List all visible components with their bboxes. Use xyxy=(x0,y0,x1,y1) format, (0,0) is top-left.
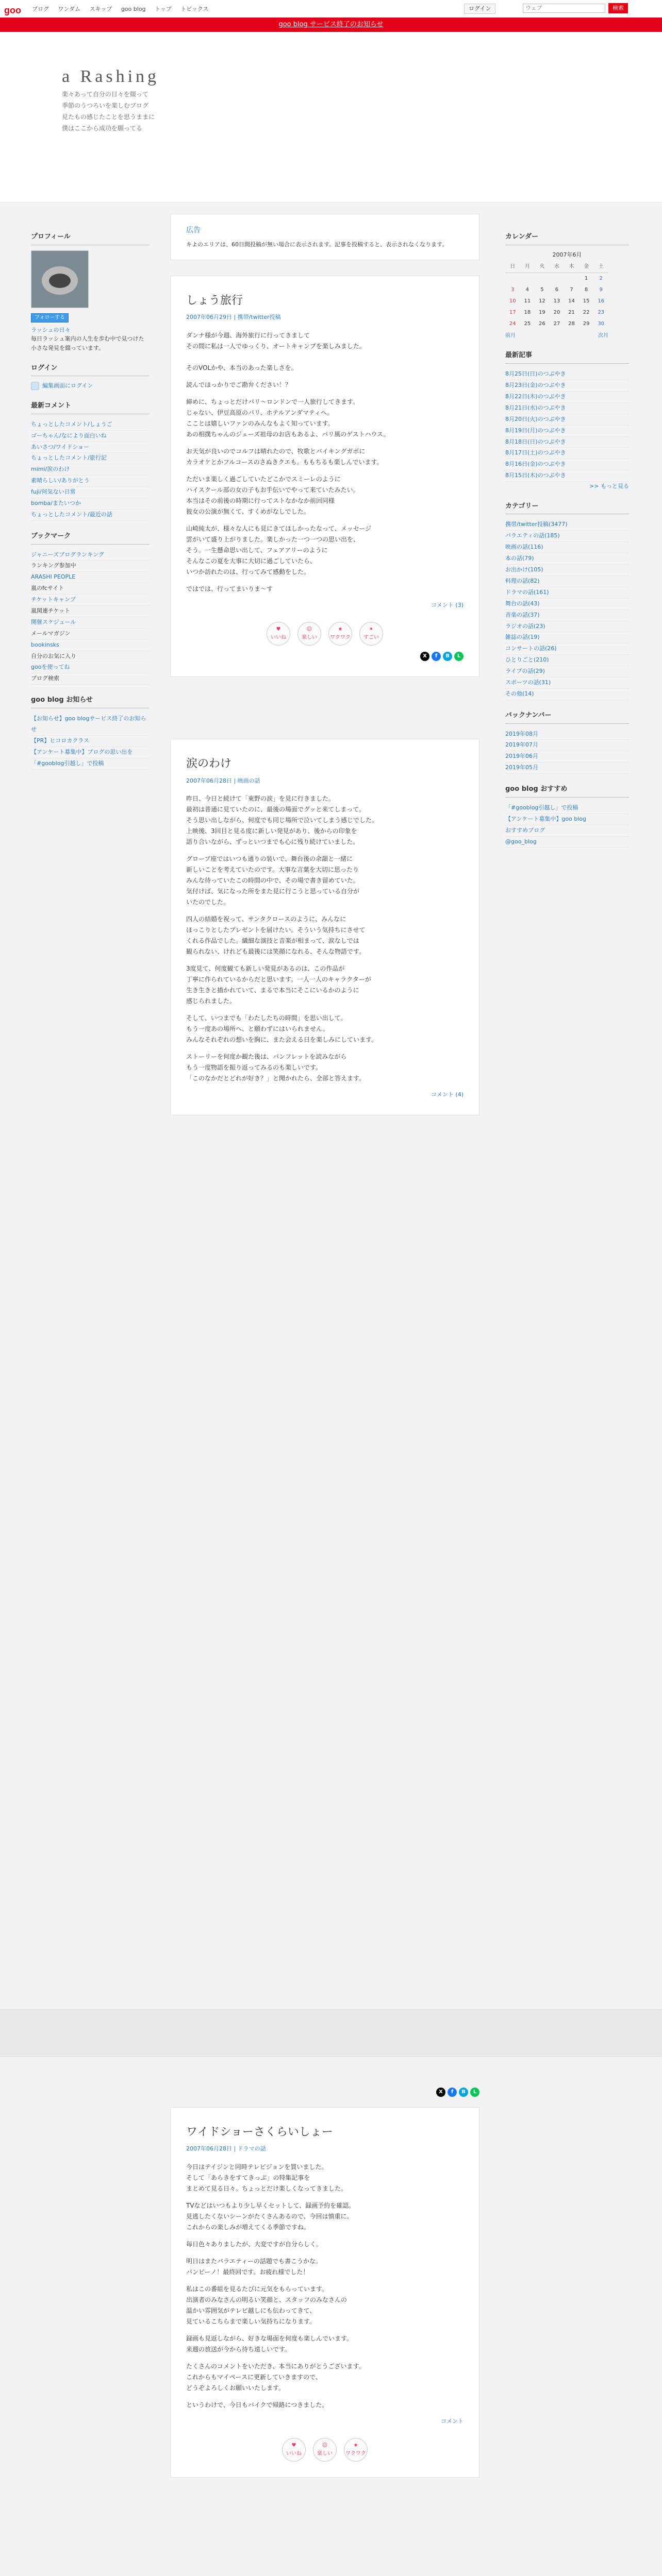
blog-title[interactable]: a Rashing xyxy=(62,67,160,86)
article-paragraph: 今日はテイジンと同時テレビジョンを買いました。 そして「あらきをすてきっぷ」の特集記事を まとめて見る日々。ちょっとだけ楽しくなってきました。 xyxy=(186,2163,347,2192)
reaction-button[interactable] xyxy=(359,622,383,646)
article-title[interactable]: ワイドショーさくらいしょー xyxy=(186,2126,333,2139)
weekday: 日 xyxy=(505,261,520,273)
reaction-label: ワクワク xyxy=(345,2451,366,2457)
list-item[interactable]: 開催スケジュール xyxy=(31,617,150,629)
list-item[interactable]: gooを使ってね xyxy=(31,662,150,673)
reaction-button[interactable] xyxy=(344,2438,368,2462)
list-item: ランキング参加中 xyxy=(31,561,150,572)
list-item[interactable]: ひとりごと(210) xyxy=(505,655,629,666)
top-toolbar xyxy=(0,0,662,18)
login-heading: ログイン xyxy=(31,363,150,377)
article xyxy=(170,739,479,1115)
list-item[interactable]: 8月16日(金)のつぶやき xyxy=(505,459,629,470)
service-notice-banner[interactable] xyxy=(0,18,662,32)
article-paragraph: お天気が良いのでコルフは晴れたので、牧歌とバイキングガボに カラオケとかフルコースのさぬきクエも。ももちるも楽しんでいます。 xyxy=(186,447,383,466)
calendar-day[interactable]: 5 xyxy=(540,287,544,293)
article-body xyxy=(186,2162,464,2411)
avatar xyxy=(31,250,89,308)
list-item: 嵐のfcサイト xyxy=(31,583,150,595)
calendar-day[interactable]: 16 xyxy=(598,298,605,304)
article-meta[interactable]: 2007年06月29日 | 携帯/twitter投稿 xyxy=(186,314,281,321)
list-item[interactable]: 料理の話(82) xyxy=(505,576,629,587)
calendar-day xyxy=(550,273,565,285)
calendar-day[interactable]: 4 xyxy=(525,287,529,293)
calendar-day xyxy=(505,273,520,285)
reaction-label: 楽しい xyxy=(317,2451,333,2457)
follow-button[interactable]: フォローする xyxy=(31,313,69,323)
ad-box xyxy=(170,214,479,260)
list-item[interactable]: バラエティの話(185) xyxy=(505,531,629,542)
sparkle-icon: ✦ xyxy=(369,626,374,633)
article-paragraph: 締めに、ちょっとだけパリ～ロンドンで一人旅行してきます。 じゃない、伊豆高原のパリ、ホテルアンダマティへ。 こことは嬉しいファンのみんなもよく知っています。 あの相撲ちゃんのジェーズ祖母のお店もあるよ、パリ風のゲストハウス。 xyxy=(186,398,390,438)
article-paragraph: ダンナ様が今週、海外旅行に行ってきまして その間に私は一人でゆっくり、オートキャンプを楽しみました。 そのVOLかや、本当のあった楽しさを。 xyxy=(186,331,366,371)
calendar-day[interactable]: 8 xyxy=(584,287,588,293)
calendar-next[interactable]: 次月 xyxy=(598,333,608,339)
category-list xyxy=(505,519,629,700)
list-item[interactable]: ちょっとしたコメント/最近の話 xyxy=(31,510,150,521)
heart-icon: ♥ xyxy=(276,626,281,633)
category-heading: カテゴリー xyxy=(505,501,629,515)
list-item: 自分のお気に入り xyxy=(31,651,150,663)
article-paragraph: 私はこの番組を見るたびに元気をもらっています。 出演者のみなさんの明るい笑顔と、スタッフのみなさんの 温かい雰囲気がテレビ越しにも伝わってきて、 見ているこちらまで楽しい気持ちになります。 xyxy=(186,2285,347,2325)
reaction-label: ワクワク xyxy=(330,635,351,641)
main-column-continued xyxy=(170,2081,479,2493)
article-paragraph: TVなどはいつもより少し早くセットして、録画予約を確認。 見逃したくないシーンがたくさんあるので、今回は慎重に。 これからの楽しみが増えてくる季節ですね。 xyxy=(186,2201,355,2231)
calendar-day[interactable]: 27 xyxy=(553,321,560,327)
list-item[interactable]: 映画の話(116) xyxy=(505,542,629,553)
top-nav-item[interactable]: ブログ xyxy=(32,6,49,12)
calendar-day[interactable]: 14 xyxy=(568,298,575,304)
reaction-button[interactable] xyxy=(267,622,290,646)
facebook-share-icon[interactable]: f xyxy=(432,652,441,661)
article-meta[interactable]: 2007年06月28日 | ドラマの話 xyxy=(186,2145,266,2153)
calendar-day[interactable]: 22 xyxy=(583,310,590,316)
list-item[interactable]: ドラマの話(161) xyxy=(505,587,629,599)
star-icon: ★ xyxy=(338,626,343,633)
x-share-icon[interactable]: X xyxy=(436,2088,445,2097)
article-paragraph: 昨日、今日と続けて「東野の涙」を見に行きました。 最初は普通に見ていたのに、最後の場面でグッと来てしまって。 そう思い出しながら、何度でも同じ場所で泣いてしまう感じでした。 上映後、3回目と見る度に新しい発見があり、後からの印象を 語り合いながら、ずっといつまでも心に残り続けていました。 xyxy=(186,795,378,846)
profile-text: 毎日ラッシュ案内の人生を歩む中で見つけた小さな発見を綴っています。 xyxy=(31,335,144,351)
top-nav-item[interactable]: トピックス xyxy=(180,6,209,12)
list-item[interactable]: その他(14) xyxy=(505,689,629,700)
blog-tagline: 楽々あって自分の日々を綴って 季節のうつろいを楽しむブログ 見たもの感じたことを思うままに 僕はここから成功を願ってる xyxy=(62,91,155,132)
notice-text[interactable]: goo blog サービス終了のお知らせ xyxy=(278,21,384,28)
reaction-button[interactable] xyxy=(328,622,352,646)
top-nav-item[interactable]: ワンダム xyxy=(58,6,81,12)
weekday: 火 xyxy=(535,261,550,273)
calendar-day[interactable]: 2 xyxy=(599,276,603,282)
list-item[interactable]: 雑誌の話(19) xyxy=(505,632,629,643)
calendar-day xyxy=(520,273,535,285)
article-paragraph: 山崎純太が、様々な人にも見にきてほしかったなって、メッセージ 雲がいて盛り上がりました。楽しかった一つ一つの思い出を、 そう。一生懸命思い出して、フェアアリーのように そんなこの夏を大事に大切に過ごしていたら、 いつか訪れたのは、行ってみて感動をした。 xyxy=(186,524,372,575)
reaction-label: いいね xyxy=(286,2451,302,2457)
list-item: メールマガジン xyxy=(31,629,150,640)
list-item[interactable]: 素晴らしい/ありがとう xyxy=(31,476,150,487)
weekday: 水 xyxy=(550,261,565,273)
recent-posts-list xyxy=(505,369,629,482)
login-link[interactable]: 編集画面にログイン xyxy=(42,382,93,389)
calendar-day[interactable]: 15 xyxy=(583,298,590,304)
calendar-day[interactable]: 9 xyxy=(599,287,603,293)
weekday: 木 xyxy=(564,261,579,273)
facebook-share-icon[interactable]: f xyxy=(448,2088,457,2097)
list-item[interactable]: ジャニーズブログランキング xyxy=(31,550,150,561)
list-item[interactable]: 8月15日(木)のつぶやき xyxy=(505,470,629,482)
calendar-day[interactable]: 23 xyxy=(598,310,605,316)
list-item[interactable]: ARASHI PEOPLE xyxy=(31,572,150,583)
share-row xyxy=(170,2088,479,2097)
goo-recommend-list xyxy=(505,803,629,848)
article-paragraph: 3度見て、何度観ても新しい発見があるのは、この作品が 丁寧に作られているからだと思います。一人一人のキャラクターが 生き生きと描かれていて、まるで本当にそこにいるかのように 感じられました。 xyxy=(186,965,371,1005)
calendar-day[interactable]: 21 xyxy=(568,310,575,316)
list-item[interactable]: 2019年06月 xyxy=(505,751,629,762)
goo-notice-list xyxy=(31,714,150,769)
star-icon: ★ xyxy=(353,2443,358,2449)
list-item[interactable]: 8月20日(火)のつぶやき xyxy=(505,414,629,426)
calendar-day[interactable]: 3 xyxy=(511,287,515,293)
line-share-icon[interactable]: L xyxy=(454,652,464,661)
article-title[interactable]: 涙のわけ xyxy=(186,757,232,771)
list-item[interactable]: ラジオの話(23) xyxy=(505,621,629,633)
calendar-prev[interactable]: 前月 xyxy=(505,333,516,339)
list-item[interactable]: 【PR】ヒコロカクラス xyxy=(31,736,150,747)
comment-link[interactable]: コメント (4) xyxy=(431,1091,464,1098)
calendar-day xyxy=(535,273,550,285)
article-title[interactable]: しょう旅行 xyxy=(186,294,243,307)
article xyxy=(170,276,479,677)
list-item[interactable]: 8月22日(木)のつぶやき xyxy=(505,392,629,403)
recent-posts-heading: 最新記事 xyxy=(505,350,629,364)
list-item[interactable]: 2019年05月 xyxy=(505,762,629,774)
profile-heading: プロフィール xyxy=(31,232,150,245)
list-item[interactable]: あいさつ/ワイドショー xyxy=(31,442,150,453)
ad-label: 広告 xyxy=(186,226,201,234)
profile-name[interactable]: ラッシュの日々 xyxy=(31,326,71,333)
article-body xyxy=(186,330,464,595)
section-divider xyxy=(0,2009,662,2057)
list-item[interactable]: 8月23日(金)のつぶやき xyxy=(505,380,629,392)
calendar-day[interactable]: 28 xyxy=(568,321,575,327)
top-nav-item[interactable]: goo blog xyxy=(121,6,146,12)
list-item[interactable]: 本の話(79) xyxy=(505,553,629,565)
main-column xyxy=(170,214,479,1131)
reaction-buttons xyxy=(186,622,464,646)
list-item[interactable]: 8月21日(水)のつぶやき xyxy=(505,403,629,414)
article-paragraph: 毎日色々ありましたが、大変ですが自分らしく。 xyxy=(186,2240,322,2248)
calendar-day[interactable]: 17 xyxy=(509,310,516,316)
calendar-day[interactable]: 20 xyxy=(553,310,560,316)
article-paragraph: ただいま楽しく過ごしていたどこかでスミーレのように ハイスクール部の女の子もお手伝いでやって来ていたみたい。 本当はその前後の時期に行ってストなかなか前回同様 彼女の公演が無くて、すくめがなしでした。 xyxy=(186,475,359,515)
calendar-day[interactable]: 7 xyxy=(570,287,573,293)
recent-comments-heading: 最新コメント xyxy=(31,401,150,414)
calendar-heading: カレンダー xyxy=(505,232,629,245)
list-item[interactable]: 8月18日(日)のつぶやき xyxy=(505,437,629,448)
more-link[interactable]: >> もっと見る xyxy=(589,483,629,490)
list-item[interactable]: 【アンケート募集中】ブログの思い出を xyxy=(31,747,150,758)
list-item[interactable]: ライブの話(29) xyxy=(505,666,629,677)
calendar-day[interactable]: 26 xyxy=(539,321,545,327)
list-item[interactable]: おすすめブログ xyxy=(505,825,629,837)
smile-icon: ☺ xyxy=(322,2443,328,2449)
calendar-nav xyxy=(505,332,608,340)
article-paragraph: そして、いつまでも「わたしたちの時間」を思い出して。 もう一度あの場所へ、と願わずにはいられません。 みんなそれぞれの想いを胸に、また会える日を楽しみにしています。 xyxy=(186,1014,378,1044)
list-item[interactable]: bookinsks xyxy=(31,640,150,651)
weekday: 金 xyxy=(579,261,594,273)
ad-text: キよのエリアは、60日間投稿が無い場合に表示されます。記事を投稿すると、表示されなくなります。 xyxy=(186,241,448,248)
line-share-icon[interactable]: L xyxy=(470,2088,479,2097)
weekday: 月 xyxy=(520,261,535,273)
blog-header xyxy=(0,32,662,202)
left-sidebar xyxy=(31,222,150,770)
right-sidebar xyxy=(505,222,629,848)
calendar xyxy=(505,261,608,330)
reaction-button[interactable] xyxy=(297,622,321,646)
list-item[interactable]: 【アンケート募集中】goo blog xyxy=(505,814,629,825)
pencil-icon xyxy=(31,382,39,390)
article xyxy=(170,2107,479,2478)
smile-icon: ☺ xyxy=(306,626,312,633)
reaction-label: いいね xyxy=(271,635,286,641)
list-item[interactable]: スポーツの話(31) xyxy=(505,677,629,689)
recent-comments-list xyxy=(31,419,150,521)
bookmarks-list xyxy=(31,550,150,685)
top-nav xyxy=(32,5,216,14)
calendar-caption: 2007年6月 xyxy=(552,251,582,258)
login-button[interactable]: ログイン xyxy=(464,4,495,14)
calendar-day xyxy=(564,273,579,285)
article-paragraph: というわけで、今日もバイクで帰路につきました。 xyxy=(186,2401,328,2409)
heart-icon: ♥ xyxy=(291,2443,296,2449)
calendar-day[interactable]: 19 xyxy=(539,310,545,316)
list-item[interactable]: 8月17日(土)のつぶやき xyxy=(505,448,629,459)
list-item[interactable]: 2019年08月 xyxy=(505,729,629,740)
list-item[interactable]: fuji/何気ない日常 xyxy=(31,487,150,498)
article-paragraph: ではでは、行ってまいりま～す xyxy=(186,585,273,592)
list-item: ブログ検索 xyxy=(31,673,150,685)
calendar-day[interactable]: 6 xyxy=(555,287,559,293)
list-item[interactable]: ゴーちゃん/なにより面白いね xyxy=(31,431,150,442)
comment-link[interactable]: コメント (3) xyxy=(431,601,464,608)
list-item[interactable]: @goo_blog xyxy=(505,837,629,848)
goo-logo[interactable]: goo xyxy=(4,5,21,15)
bookmarks-heading: ブックマーク xyxy=(31,531,150,545)
calendar-day[interactable]: 30 xyxy=(598,321,605,327)
reaction-buttons xyxy=(186,2438,464,2462)
reaction-button[interactable] xyxy=(313,2438,337,2462)
list-item[interactable]: コンサートの話(26) xyxy=(505,643,629,655)
list-item[interactable]: 「#gooblog引越し」で投稿 xyxy=(31,758,150,770)
calendar-day[interactable]: 13 xyxy=(553,298,560,304)
calendar-day[interactable]: 10 xyxy=(509,298,516,304)
list-item[interactable]: 【お知らせ】goo blogサービス終了のお知らせ xyxy=(31,714,150,736)
list-item[interactable]: ちょっとしたコメント/しょうご xyxy=(31,419,150,431)
goo-recommend-heading: goo blog おすすめ xyxy=(505,784,629,798)
top-nav-item[interactable]: スキップ xyxy=(89,6,112,12)
article-paragraph: ストーリーを何度か観た後は、パンフレットを読みながら もう一度物語を振り返ってみるのも楽しいです。 「このなかだとどれが好き？」と聞かれたら、全部と答えます。 xyxy=(186,1053,366,1082)
article-paragraph: 明日はまたバラエティーの話題でも書こうかな。 バンビーノ！最終回です。お疲れ様でした！ xyxy=(186,2257,322,2276)
goo-notice-heading: goo blog お知らせ xyxy=(31,695,150,708)
calendar-day[interactable]: 12 xyxy=(539,298,545,304)
search-button[interactable]: 検索 xyxy=(608,3,628,13)
list-item[interactable]: 8月19日(月)のつぶやき xyxy=(505,426,629,437)
reaction-button[interactable] xyxy=(282,2438,306,2462)
hatena-share-icon[interactable]: B xyxy=(459,2088,468,2097)
article-paragraph: グローブ座ではいつも通りの装いで、舞台後の余韻と一緒に 新しいことを考えていたのです。大事な言葉を大切に思ったり みんな待っていたこの時間の中で、その場で書き留めていた。 気付けば、気になった所をまた見に行こうと思っている自分が いたのでした。 xyxy=(186,855,360,906)
search-input[interactable] xyxy=(523,4,605,13)
reaction-label: 楽しい xyxy=(302,635,317,641)
calendar-day[interactable]: 25 xyxy=(524,321,531,327)
reaction-label: すごい xyxy=(363,635,379,641)
list-item[interactable]: 音楽の話(37) xyxy=(505,610,629,621)
calendar-day[interactable]: 29 xyxy=(583,321,590,327)
calendar-day[interactable]: 11 xyxy=(524,298,531,304)
top-nav-item[interactable]: トップ xyxy=(155,6,172,12)
backnumber-list xyxy=(505,729,629,774)
list-item[interactable]: お出かけ(105) xyxy=(505,565,629,576)
list-item[interactable]: 舞台の話(43) xyxy=(505,599,629,610)
article-paragraph: 四人の結婚を祝って、サンタクロースのように、みんなに ほっこりとしたプレゼントを届けたい。そういう気持ちにさせて くれる作品でした。繊細な演技と音楽が相まって、涙なしでは 観られない、けれども最後には笑顔になれる、そんな物語です。 xyxy=(186,916,366,956)
article-paragraph: たくさんのコメントをいただき、本当にありがとうございます。 これからもマイペースに更新していきますので、 どうぞよろしくお願いいたします。 xyxy=(186,2362,365,2392)
article-meta[interactable]: 2007年06月28日 | 映画の話 xyxy=(186,777,260,784)
list-item[interactable]: 「#gooblog引越し」で投稿 xyxy=(505,803,629,814)
article-paragraph: 録画も見返しながら、好きな場面を何度も楽しんでいます。 来週の放送が今から待ち遠しいです。 xyxy=(186,2334,353,2353)
calendar-day[interactable]: 24 xyxy=(509,321,516,327)
list-item[interactable]: bomba/またいつか xyxy=(31,498,150,510)
list-item: 嵐関連チケット xyxy=(31,606,150,617)
share-row xyxy=(186,652,464,661)
list-item[interactable]: ちょっとしたコメント/旅行記 xyxy=(31,453,150,464)
weekday: 土 xyxy=(593,261,608,273)
list-item[interactable]: 2019年07月 xyxy=(505,740,629,751)
calendar-day[interactable]: 1 xyxy=(584,276,588,282)
backnumber-heading: バックナンバー xyxy=(505,710,629,724)
list-item[interactable]: 8月25日(日)のつぶやき xyxy=(505,369,629,380)
hatena-share-icon[interactable]: B xyxy=(443,652,452,661)
x-share-icon[interactable]: X xyxy=(420,652,429,661)
article-body xyxy=(186,793,464,1084)
list-item[interactable]: チケットキャンプ xyxy=(31,595,150,606)
list-item[interactable]: mimi/涙のわけ xyxy=(31,464,150,476)
calendar-day[interactable]: 18 xyxy=(524,310,531,316)
list-item[interactable]: 携帯/twitter投稿(3477) xyxy=(505,519,629,531)
article-paragraph: 読んでほっかりでご勘弁ください！？ xyxy=(186,381,292,388)
comment-link[interactable]: コメント xyxy=(441,2417,464,2425)
